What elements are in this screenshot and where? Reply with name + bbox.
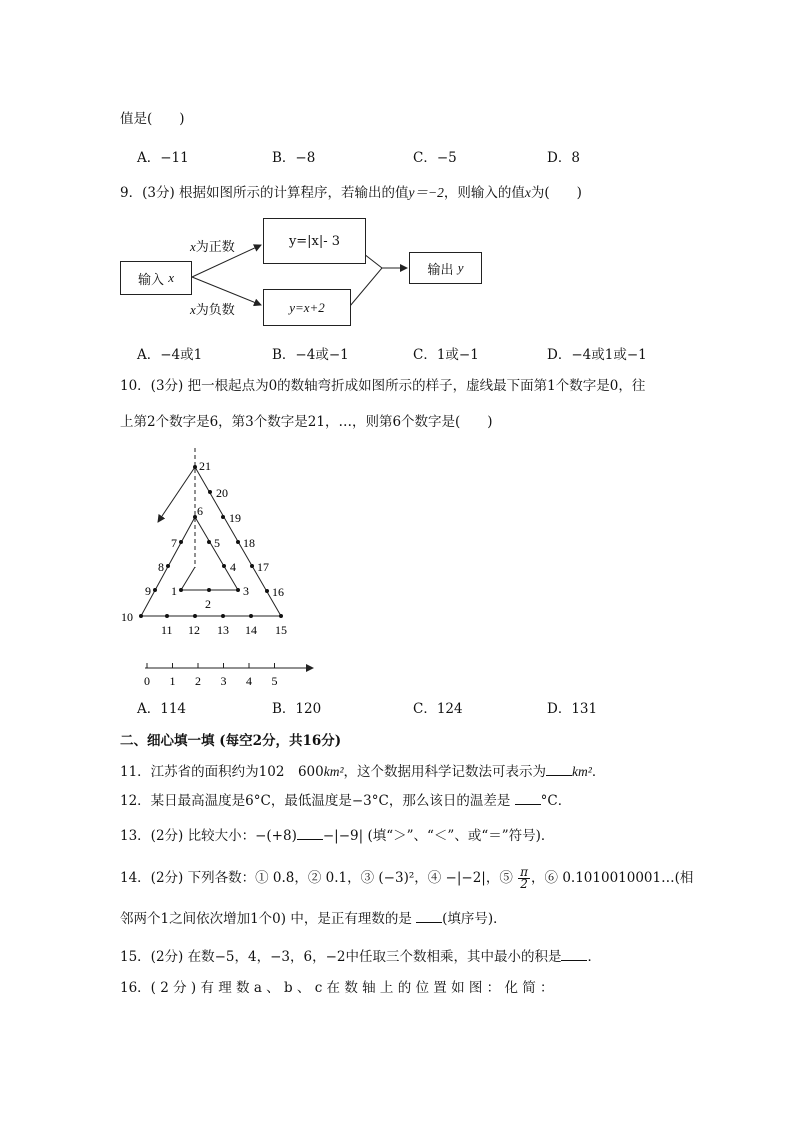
q15: 15．(2分) 在数−5，4，−3，6，−2中任取三个数相乘，其中最小的积是 ． [120,949,601,965]
q10-line2: 上第2个数字是6，第3个数字是21，…，则第6个数字是( ) [120,414,493,430]
fold-label-16: 16 [272,585,284,599]
fold-point-1 [179,588,183,592]
fold-label-10: 10 [121,610,133,624]
output-var: y [457,260,464,275]
axis-tick-label-0: 0 [144,674,150,688]
q9-option-c: C．1或−1 [413,347,479,363]
axis-tick-label-1: 1 [169,674,176,688]
fold-point-2 [207,588,211,592]
q9-output-value: y＝−2 [408,185,444,200]
fold-point-14 [249,614,253,618]
fold-label-4: 4 [230,560,236,574]
q14-answer-blank[interactable] [416,910,442,923]
formula-negative: y=x+2 [289,299,325,315]
fold-label-6: 6 [197,504,203,518]
q11: 11．江苏省的面积约为102 600km²，这个数据用科学记数法可表示为 km²． [120,764,606,780]
fold-label-7: 7 [171,536,177,550]
fold-point-9 [153,588,157,592]
fold-label-11: 11 [161,623,173,637]
fold-point-12 [193,614,197,618]
fold-label-2: 2 [205,597,211,611]
q11-unit: km² [323,764,344,779]
fold-label-19: 19 [229,511,241,525]
fold-label-14: 14 [245,623,257,637]
fold-point-20 [208,490,212,494]
fold-point-11 [165,614,169,618]
q12-answer-blank[interactable] [515,792,541,805]
fold-label-20: 20 [216,486,228,500]
fold-point-10 [139,614,143,618]
q11-answer-blank[interactable] [546,763,572,776]
q9-option-a: A．−4或1 [137,347,203,363]
fold-point-19 [221,515,225,519]
q9-input-var: x [524,185,531,200]
fold-label-15: 15 [275,623,287,637]
q9-stem-b: ，则输入的值 [443,185,525,201]
q10-option-b: B．120 [272,701,322,717]
fold-label-13: 13 [217,623,229,637]
q9-stem-c: 为( ) [530,185,582,201]
axis-tick-label-3: 3 [220,674,227,688]
q10-option-a: A．114 [137,701,187,717]
fold-point-3 [236,588,240,592]
q8-option-a: A．−11 [137,150,189,166]
fold-point-4 [222,564,226,568]
output-label: 输出 [427,262,454,278]
fold-label-9: 9 [145,584,151,598]
branch-positive-label: x为正数 [190,239,235,255]
fold-point-7 [179,540,183,544]
q8-option-d: D．8 [547,150,580,166]
q15-answer-blank[interactable] [561,948,587,961]
q9-stem-a: 9．(3分) 根据如图所示的计算程序，若输出的值 [120,185,409,201]
fold-label-21: 21 [199,459,211,473]
q14-line1: 14．(2分) 下列各数：① 0.8̇，② 0.1，③ (−3)²，④ −|−2|，⑤ $\frac{\pi}{2}$ ，⑥ 0.1010010001…(相 [120,865,694,891]
fold-point-18 [236,540,240,544]
fold-label-18: 18 [243,536,255,550]
q12: 12．某日最高温度是6°C，最低温度是−3°C，那么该日的温差是 °C． [120,793,572,809]
fold-point-5 [207,540,211,544]
q13: 13．(2分) 比较大小：−(+8) −|−9| (填“＞”、“＜”、或“＝”符号)． [120,828,555,844]
fold-point-17 [250,564,254,568]
formula-positive: y=|x|- 3 [288,233,341,249]
branch-negative-label: x为负数 [190,302,235,318]
axis-tick-label-4: 4 [246,674,252,688]
fold-label-1: 1 [171,584,177,598]
q16: 16．( 2 分 ) 有 理 数 a 、 b 、 c 在 数 轴 上 的 位 置 如 图 ： 化 简 ： [120,980,554,996]
fold-label-3: 3 [243,584,249,598]
q10-option-d: D．131 [547,701,598,717]
fold-point-15 [279,614,283,618]
axis-tick-label-2: 2 [195,674,201,688]
fold-point-16 [265,589,269,593]
fold-label-17: 17 [257,560,269,574]
fold-label-5: 5 [214,536,220,550]
q13-answer-blank[interactable] [297,827,323,840]
q8-option-b: B．−8 [272,150,316,166]
q9-option-d: D．−4或1或−1 [547,347,647,363]
fold-point-8 [166,564,170,568]
fold-point-13 [221,614,225,618]
fold-label-8: 8 [158,560,164,574]
input-label: 输入 [138,272,165,288]
fold-point-21 [193,465,197,469]
q10-option-c: C．124 [413,701,463,717]
input-var: x [168,270,174,285]
axis-tick-label-5: 5 [271,674,278,688]
fold-label-12: 12 [188,623,200,637]
section2-title: 二、细心填一填 (每空2分，共16分) [120,733,342,749]
q14-line2: 邻两个1之间依次增加1个0) 中，是正有理数的是 (填序号)． [120,911,507,927]
q8-option-c: C．−5 [413,150,457,166]
q14-pi-over-2: $\frac{\pi}{2}$ [520,865,529,891]
q9-option-b: B．−4或−1 [272,347,349,363]
q8-tail: 值是( ) [120,111,185,127]
q10-line1: 10．(3分) 把一根起点为0的数轴弯折成如图所示的样子，虚线最下面第1个数字是0，往 [120,378,646,394]
